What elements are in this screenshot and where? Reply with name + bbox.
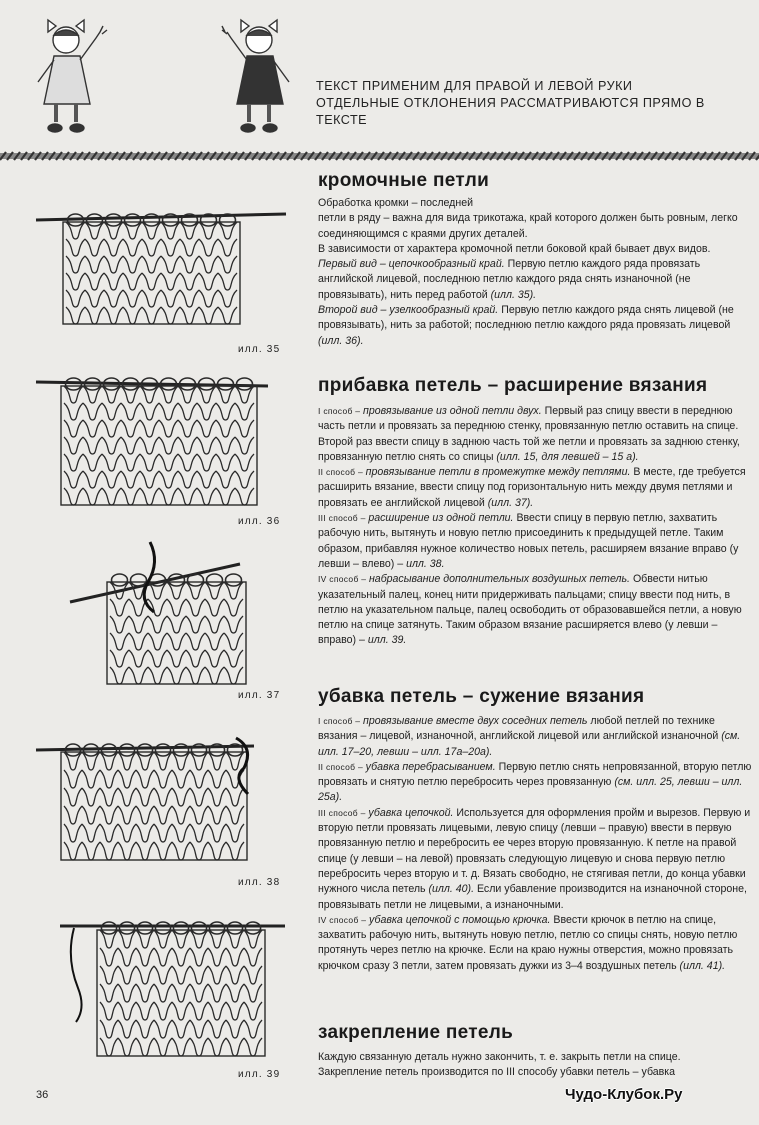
- decrease-m4-em: убавка цепочкой с помощью крючка.: [368, 913, 551, 926]
- increase-m1-text: Первый раз спицу ввести в переднюю часть петли и провязать за переднюю стенку, провязанную петлю оставить на спице. Второй раз ввести спицу в заднюю часть той же петли и провязать за заднюю стенку, провязанную петлю снять со спицы: [318, 405, 740, 463]
- girl-dark-dress-icon: [213, 14, 303, 142]
- increase-m2-em: провязывание петли в промежутке между петлями.: [365, 466, 631, 479]
- edge-p1: Обработка кромки – последней: [318, 197, 474, 209]
- decrease-m1-ref: (см. илл. 17–20, левши – илл. 17а–20а).: [318, 730, 741, 758]
- increase-m3-ref: илл. 38.: [406, 557, 445, 570]
- header-note: [316, 78, 756, 129]
- decrease-m3b-text: Если убавление производится на изнаночной стороне, провязывать петли не лицевыми, а изнаночными.: [318, 883, 747, 911]
- fig-label-38: илл. 38: [238, 877, 281, 888]
- section-title-decrease: убавка петель – сужение вязания: [318, 686, 645, 707]
- edge-p4: [318, 257, 752, 303]
- illustration-39: [60, 908, 290, 1068]
- edge-p2: петли в ряду – важна для вида трикотажа, край которого должен быть ровным, легко соединяющимся с краями других деталей.: [318, 212, 738, 240]
- illustration-35: [36, 200, 286, 340]
- section-title-increase: прибавка петель – расширение вязания: [318, 375, 708, 396]
- edge-p4-text: Первую петлю каждого ряда провязать английской лицевой, последнюю петлю каждого ряда снять изнаночной (не провязывать), нить перед работой: [318, 258, 701, 301]
- edge-p5-em: Второй вид – узелкообразный край.: [318, 304, 499, 317]
- decrease-m4-text: Ввести крючок в петлю на спице, захватить рабочую нить, вытянуть новую петлю, петлю со спицы снять, новую петлю протянуть через петлю на крючке. Если на краю нужны отверстия, можно провязать крючком сразу 3 петли, затем провязать дужки из 3–4 воздушных петель: [318, 913, 738, 972]
- decrease-m4-lead: IV способ –: [318, 914, 369, 925]
- edge-stitches-text: [318, 196, 752, 349]
- increase-m1-lead: I способ –: [318, 406, 363, 416]
- increase-m3: [318, 511, 752, 572]
- decrease-m3-ref: (илл. 40).: [428, 883, 475, 896]
- increase-m2-text: В месте, где требуется расширить вязание, ввести спицу под горизонтальную нить между двумя петлями и провязать ее английской лицевой: [318, 466, 746, 509]
- increase-m4: [318, 572, 752, 648]
- fig-label-35: илл. 35: [238, 344, 281, 355]
- increase-m1-em: провязывание из одной петли двух.: [363, 405, 542, 417]
- decrease-m1-text: любой петлей по технике вязания – лицевой, изнаночной, английской лицевой или английской изнаночной: [318, 715, 722, 743]
- increase-m3-em: расширение из одной петли.: [368, 512, 514, 525]
- decrease-m3-em: убавка цепочкой.: [368, 806, 454, 819]
- increase-m3-lead: III способ –: [318, 513, 369, 524]
- decrease-m3-text: Используется для оформления пройм и вырезов. Первую и вторую петли провязать лицевыми, левую спицу (левши – правую) ввести в первую провязанную петлю и перебросить ее через вторую провязанную. К петле на правой спице (у левши – на левой) провязать следующую лицевую и снова первую петлю перебросить через вторую и т. д. Вязать свободно, не стягивая петли, до конца убавки нужного числа петель: [318, 806, 751, 896]
- edge-p5-ref: (илл. 36).: [318, 334, 364, 347]
- decrease-m1-lead: I способ –: [318, 716, 363, 726]
- header-line-1: ТЕКСТ ПРИМЕНИМ ДЛЯ ПРАВОЙ И ЛЕВОЙ РУКИ: [316, 79, 633, 93]
- illustration-37: [70, 542, 240, 692]
- decrease-m2-lead: II способ –: [318, 761, 366, 772]
- decrease-m2-em: убавка перебрасыванием.: [365, 760, 496, 773]
- increase-text: [318, 404, 752, 649]
- edge-p3: В зависимости от характера кромочной петли боковой край бывает двух видов.: [318, 242, 711, 255]
- fig-label-36: илл. 36: [238, 516, 281, 527]
- edge-p4-ref: (илл. 35).: [490, 288, 537, 301]
- increase-m4-lead: IV способ –: [318, 574, 369, 585]
- section-title-edge-stitches: кромочные петли: [318, 170, 490, 191]
- decrease-text: [318, 714, 752, 974]
- decrease-m1: [318, 714, 752, 760]
- increase-m4-ref: илл. 39.: [367, 634, 407, 647]
- girl-light-dress-icon: [22, 14, 112, 142]
- edge-p5-text: Первую петлю каждого ряда снять лицевой (не провязывать), нить за работой; последнюю петлю каждого ряда провязать лицевой: [318, 304, 734, 332]
- increase-m4-text: Обвести нитью указательный палец, конец нити придерживать пальцами; спицу ввести под нить, в петлю на указательном пальце, палец освободить от образовавшейся петли, а новую петлю на спице затянуть. Таким образом вязание расширяется влево (у левши – вправо) –: [318, 573, 742, 647]
- increase-m1: [318, 404, 752, 465]
- decrease-m3: [318, 806, 752, 913]
- increase-m2: [318, 465, 752, 511]
- site-watermark: Чудо-Клубок.Ру: [565, 1086, 683, 1103]
- decrease-m4: [318, 913, 752, 974]
- fig-label-39: илл. 39: [238, 1069, 281, 1080]
- increase-m3-text: Ввести спицу в первую петлю, захватить рабочую нить, вытянуть и новую петлю присоединить к предыдущей петле. Таким образом, прибавляя нужное количество новых петель, расширяем вязание вправо (у левши – влево) –: [318, 512, 739, 570]
- edge-p5: [318, 303, 752, 349]
- bindoff-p2: Закрепление петель производится по III способу убавки петель – убавка: [318, 1066, 676, 1079]
- increase-m2-ref: (илл. 37).: [487, 496, 534, 509]
- fig-label-37: илл. 37: [238, 690, 281, 701]
- decrease-m2-text: Первую петлю снять непровязанной, вторую петлю провязать и снятую петлю перебросить через провязанную: [318, 760, 752, 789]
- bind-off-text: [318, 1050, 752, 1081]
- edge-p4-em: Первый вид – цепочкообразный край.: [318, 258, 505, 271]
- decrease-m4-ref: (илл. 41).: [679, 959, 726, 972]
- decrease-m3-lead: III способ –: [318, 807, 369, 818]
- decrease-m2-ref: (см. илл. 25, левши – илл. 25а).: [318, 776, 743, 804]
- header-line-2: ОТДЕЛЬНЫЕ ОТКЛОНЕНИЯ РАССМАТРИВАЮТСЯ ПРЯМО В ТЕКСТЕ: [316, 96, 705, 127]
- rope-divider: [0, 150, 759, 162]
- increase-m2-lead: II способ –: [318, 467, 366, 478]
- decrease-m2: [318, 760, 752, 806]
- increase-m1-ref: (илл. 15, для левшей – 15 а).: [496, 450, 639, 463]
- decrease-m1-em: провязывание вместе двух соседних петель: [363, 715, 588, 727]
- bindoff-p1: Каждую связанную деталь нужно закончить, т. е. закрыть петли на спице.: [318, 1051, 681, 1063]
- illustration-38: [36, 728, 266, 873]
- illustration-36: [36, 372, 286, 512]
- increase-m4-em: набрасывание дополнительных воздушных петель.: [368, 573, 630, 586]
- page-number: 36: [36, 1089, 49, 1101]
- section-title-bind-off: закрепление петель: [318, 1022, 514, 1043]
